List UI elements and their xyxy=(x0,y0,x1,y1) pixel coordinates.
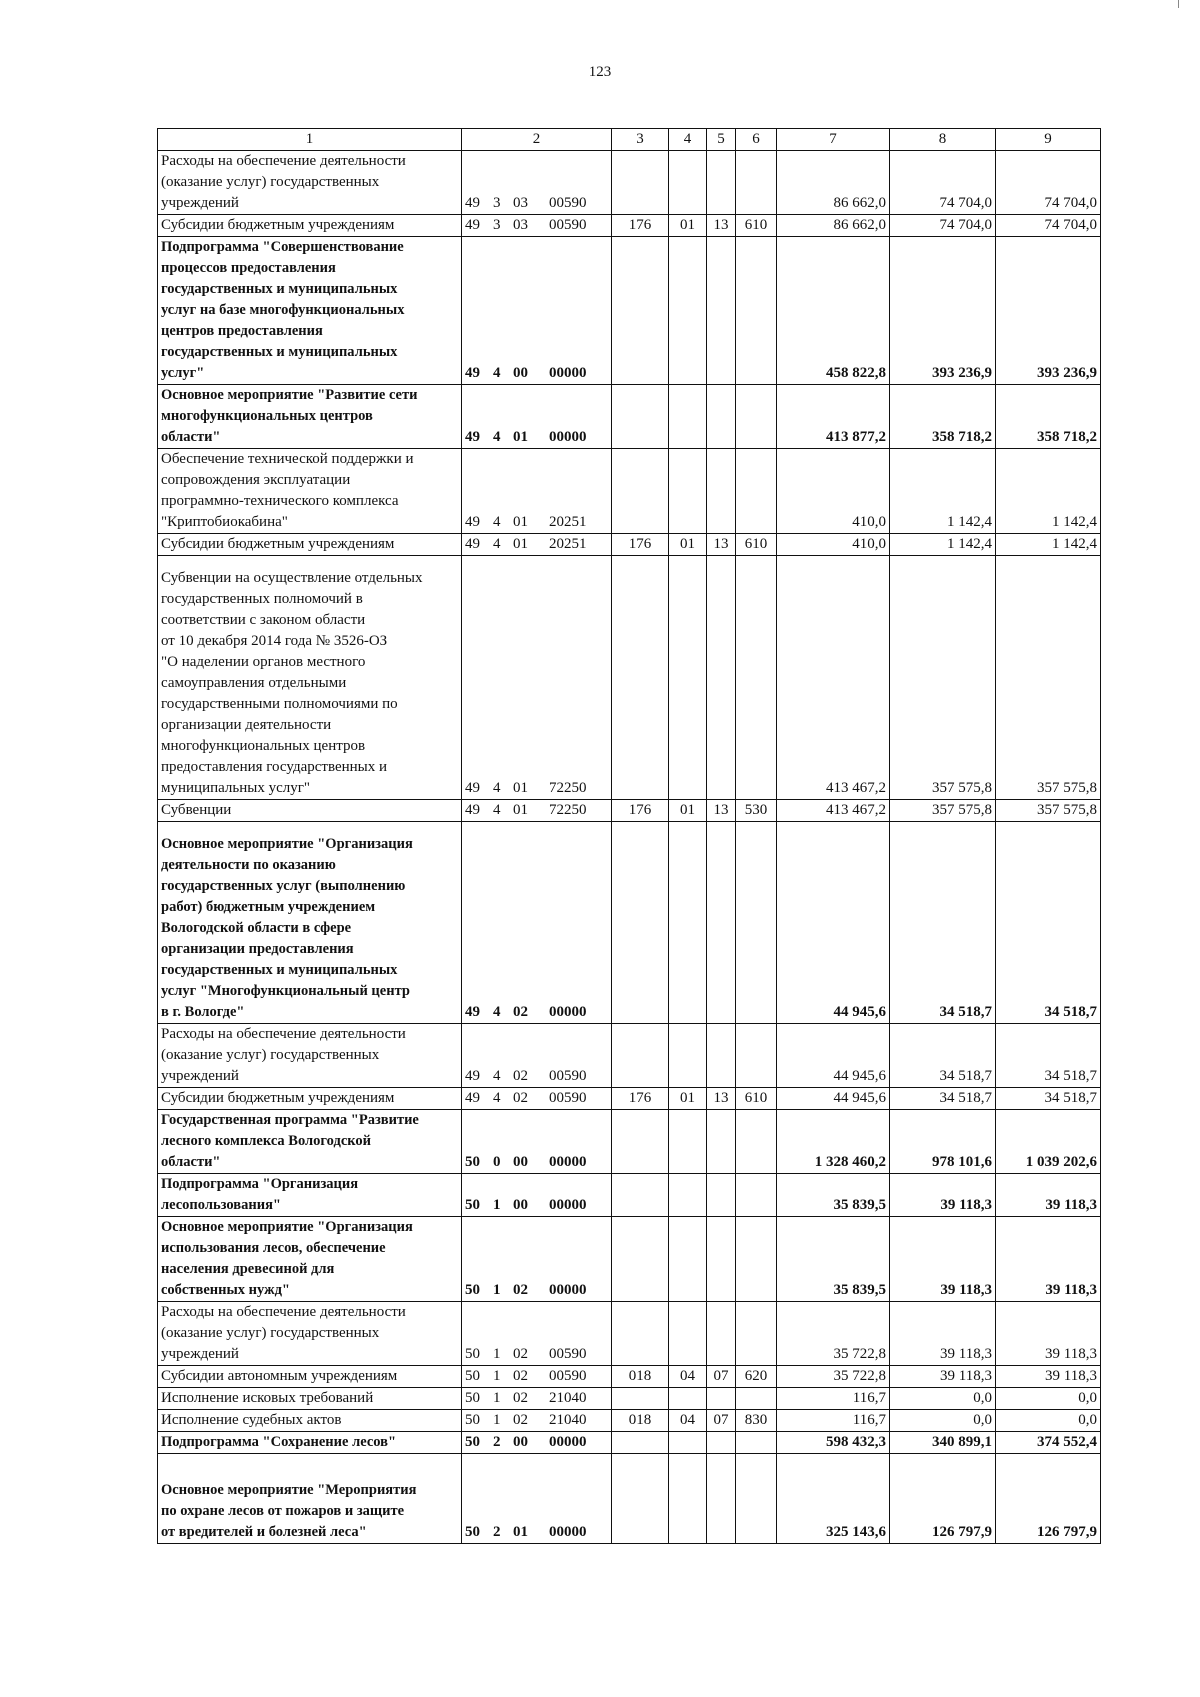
row-name: Основное мероприятие "Организация использования лесов, обеспечение населения древесиной для собственных нужд" xyxy=(158,1217,462,1302)
code-part: 02 xyxy=(513,1004,528,1020)
amount-cell: 74 704,0 xyxy=(890,151,996,215)
code-part: 01 xyxy=(513,429,528,445)
row-code xyxy=(462,151,612,215)
code-cell xyxy=(612,237,669,385)
code-part: 02 xyxy=(513,1068,528,1084)
amount-cell: 0,0 xyxy=(890,1410,996,1432)
code-cell xyxy=(669,1388,707,1410)
row-code xyxy=(462,534,612,556)
amount-cell: 358 718,2 xyxy=(890,385,996,449)
row-name: Подпрограмма "Организация лесопользования" xyxy=(158,1174,462,1217)
code-part: 1 xyxy=(493,1412,501,1428)
code-cell xyxy=(736,1454,777,1544)
code-part: 4 xyxy=(493,780,501,796)
row-name: Расходы на обеспечение деятельности (оказание услуг) государственных учреждений xyxy=(158,1302,462,1366)
amount-cell: 1 142,4 xyxy=(996,449,1101,534)
amount-cell: 413 467,2 xyxy=(777,556,890,800)
amount-cell: 34 518,7 xyxy=(996,822,1101,1024)
amount-cell: 39 118,3 xyxy=(890,1217,996,1302)
row-name: Субсидии бюджетным учреждениям xyxy=(158,215,462,237)
row-name: Обеспечение технической поддержки и сопровождения эксплуатации программно-технического комплекса "Криптобиокабина" xyxy=(158,449,462,534)
table-row xyxy=(158,800,1101,822)
code-cell xyxy=(707,1110,736,1174)
code-cell xyxy=(612,1432,669,1454)
row-code xyxy=(462,237,612,385)
amount-cell: 0,0 xyxy=(890,1388,996,1410)
code-part: 00590 xyxy=(549,195,587,211)
row-code xyxy=(462,1454,612,1544)
code-cell: 01 xyxy=(669,1088,707,1110)
amount-cell: 357 575,8 xyxy=(996,556,1101,800)
code-cell: 01 xyxy=(669,800,707,822)
amount-cell: 35 722,8 xyxy=(777,1302,890,1366)
code-cell: 610 xyxy=(736,215,777,237)
code-part: 49 xyxy=(465,1068,480,1084)
code-cell xyxy=(736,385,777,449)
code-cell xyxy=(669,1024,707,1088)
code-cell xyxy=(669,1174,707,1217)
table-row xyxy=(158,1454,1101,1544)
row-code xyxy=(462,1024,612,1088)
code-part: 2 xyxy=(493,1434,501,1450)
amount-cell: 978 101,6 xyxy=(890,1110,996,1174)
table-body xyxy=(158,151,1101,1544)
code-cell xyxy=(736,1217,777,1302)
code-part: 1 xyxy=(493,1368,501,1384)
code-part: 4 xyxy=(493,536,501,552)
code-cell xyxy=(612,449,669,534)
code-cell xyxy=(707,1174,736,1217)
code-cell xyxy=(707,822,736,1024)
code-part: 21040 xyxy=(549,1390,587,1406)
table-row xyxy=(158,1366,1101,1388)
code-part: 02 xyxy=(513,1368,528,1384)
code-part: 49 xyxy=(465,802,480,818)
amount-cell: 34 518,7 xyxy=(996,1088,1101,1110)
code-cell xyxy=(669,449,707,534)
amount-cell: 126 797,9 xyxy=(890,1454,996,1544)
header-cell: 1 xyxy=(158,129,462,151)
row-name: Исполнение исковых требований xyxy=(158,1388,462,1410)
code-part: 00000 xyxy=(549,1004,587,1020)
code-part: 4 xyxy=(493,802,501,818)
code-part: 50 xyxy=(465,1346,480,1362)
code-cell xyxy=(736,1110,777,1174)
table-row xyxy=(158,1410,1101,1432)
code-cell xyxy=(612,1388,669,1410)
code-part: 00000 xyxy=(549,365,587,381)
row-code xyxy=(462,1366,612,1388)
code-part: 50 xyxy=(465,1282,480,1298)
code-part: 49 xyxy=(465,514,480,530)
code-cell: 04 xyxy=(669,1410,707,1432)
row-name: Субсидии автономным учреждениям xyxy=(158,1366,462,1388)
code-part: 01 xyxy=(513,802,528,818)
code-cell xyxy=(612,556,669,800)
code-cell: 176 xyxy=(612,534,669,556)
amount-cell: 34 518,7 xyxy=(890,1088,996,1110)
code-part: 00 xyxy=(513,1154,528,1170)
code-part: 02 xyxy=(513,1282,528,1298)
code-part: 72250 xyxy=(549,780,587,796)
amount-cell: 39 118,3 xyxy=(890,1302,996,1366)
table-row xyxy=(158,1217,1101,1302)
amount-cell: 1 328 460,2 xyxy=(777,1110,890,1174)
row-name: Субвенции на осуществление отдельных государственных полномочий в соответствии с законом области от 10 декабря 2014 года № 3526-ОЗ "О наделении органов местного самоуправления отдельными государственными полномочиями по организации деятельности многофункциональных центров предоставления государственных и муниципальных услуг" xyxy=(158,556,462,800)
amount-cell: 34 518,7 xyxy=(890,822,996,1024)
code-part: 49 xyxy=(465,1090,480,1106)
code-part: 50 xyxy=(465,1154,480,1170)
code-cell xyxy=(707,556,736,800)
code-part: 50 xyxy=(465,1197,480,1213)
code-part: 00 xyxy=(513,1197,528,1213)
amount-cell: 39 118,3 xyxy=(996,1174,1101,1217)
code-part: 3 xyxy=(493,217,501,233)
row-code xyxy=(462,1088,612,1110)
table-row xyxy=(158,151,1101,215)
code-part: 00590 xyxy=(549,1346,587,1362)
code-part: 72250 xyxy=(549,802,587,818)
code-part: 03 xyxy=(513,217,528,233)
code-part: 00000 xyxy=(549,1197,587,1213)
code-cell xyxy=(707,449,736,534)
amount-cell: 1 039 202,6 xyxy=(996,1110,1101,1174)
amount-cell: 35 839,5 xyxy=(777,1217,890,1302)
table-row xyxy=(158,1088,1101,1110)
code-part: 00 xyxy=(513,365,528,381)
code-part: 0 xyxy=(493,1154,501,1170)
code-part: 1 xyxy=(493,1390,501,1406)
code-cell xyxy=(612,151,669,215)
code-cell xyxy=(707,385,736,449)
code-part: 00000 xyxy=(549,1434,587,1450)
row-name: Расходы на обеспечение деятельности (оказание услуг) государственных учреждений xyxy=(158,151,462,215)
amount-cell: 39 118,3 xyxy=(996,1217,1101,1302)
code-part: 00590 xyxy=(549,1090,587,1106)
amount-cell: 0,0 xyxy=(996,1410,1101,1432)
code-cell xyxy=(669,822,707,1024)
code-cell: 07 xyxy=(707,1366,736,1388)
amount-cell: 357 575,8 xyxy=(890,800,996,822)
code-part: 02 xyxy=(513,1412,528,1428)
code-part: 4 xyxy=(493,429,501,445)
table-row xyxy=(158,1302,1101,1366)
row-code xyxy=(462,215,612,237)
row-name: Исполнение судебных актов xyxy=(158,1410,462,1432)
table-row xyxy=(158,1024,1101,1088)
amount-cell: 74 704,0 xyxy=(996,215,1101,237)
code-cell: 620 xyxy=(736,1366,777,1388)
header-cell: 6 xyxy=(736,129,777,151)
row-code xyxy=(462,1410,612,1432)
code-part: 49 xyxy=(465,429,480,445)
code-part: 00000 xyxy=(549,1524,587,1540)
code-cell xyxy=(736,1432,777,1454)
amount-cell: 74 704,0 xyxy=(890,215,996,237)
code-cell xyxy=(612,1454,669,1544)
table-row xyxy=(158,822,1101,1024)
table-row xyxy=(158,215,1101,237)
header-cell: 9 xyxy=(996,129,1101,151)
code-cell: 07 xyxy=(707,1410,736,1432)
amount-cell: 413 877,2 xyxy=(777,385,890,449)
amount-cell: 74 704,0 xyxy=(996,151,1101,215)
amount-cell: 374 552,4 xyxy=(996,1432,1101,1454)
row-name: Государственная программа "Развитие лесного комплекса Вологодской области" xyxy=(158,1110,462,1174)
code-cell xyxy=(612,1110,669,1174)
row-name: Основное мероприятие "Мероприятия по охране лесов от пожаров и защите от вредителей и болезней леса" xyxy=(158,1454,462,1544)
code-part: 01 xyxy=(513,1524,528,1540)
amount-cell: 325 143,6 xyxy=(777,1454,890,1544)
row-name: Расходы на обеспечение деятельности (оказание услуг) государственных учреждений xyxy=(158,1024,462,1088)
row-name: Основное мероприятие "Организация деятельности по оказанию государственных услуг (выполнению работ) бюджетным учреждением Вологодской области в сфере организации предоставления государственных и муниципальных услуг "Многофункциональный центр в г. Вологде" xyxy=(158,822,462,1024)
code-cell: 530 xyxy=(736,800,777,822)
code-cell: 176 xyxy=(612,1088,669,1110)
code-part: 50 xyxy=(465,1434,480,1450)
amount-cell: 358 718,2 xyxy=(996,385,1101,449)
code-cell: 018 xyxy=(612,1366,669,1388)
code-part: 49 xyxy=(465,780,480,796)
table-row xyxy=(158,556,1101,800)
code-cell xyxy=(707,237,736,385)
amount-cell: 410,0 xyxy=(777,534,890,556)
amount-cell: 357 575,8 xyxy=(890,556,996,800)
row-name: Подпрограмма "Сохранение лесов" xyxy=(158,1432,462,1454)
amount-cell: 39 118,3 xyxy=(996,1302,1101,1366)
code-cell xyxy=(736,151,777,215)
code-part: 00590 xyxy=(549,217,587,233)
code-cell: 610 xyxy=(736,534,777,556)
code-cell: 13 xyxy=(707,215,736,237)
row-name: Подпрограмма "Совершенствование процессов предоставления государственных и муниципальных услуг на базе многофункциональных центров предоставления государственных и муниципальных услуг" xyxy=(158,237,462,385)
code-part: 4 xyxy=(493,1004,501,1020)
code-cell xyxy=(707,1454,736,1544)
amount-cell: 86 662,0 xyxy=(777,151,890,215)
code-part: 00000 xyxy=(549,1154,587,1170)
code-part: 00 xyxy=(513,1434,528,1450)
code-part: 50 xyxy=(465,1368,480,1384)
code-cell: 13 xyxy=(707,534,736,556)
amount-cell: 86 662,0 xyxy=(777,215,890,237)
amount-cell: 39 118,3 xyxy=(890,1366,996,1388)
code-cell xyxy=(669,151,707,215)
amount-cell: 44 945,6 xyxy=(777,822,890,1024)
code-part: 1 xyxy=(493,1197,501,1213)
code-cell xyxy=(736,1388,777,1410)
code-cell xyxy=(707,1388,736,1410)
row-code xyxy=(462,1432,612,1454)
code-cell xyxy=(612,1174,669,1217)
code-cell xyxy=(736,1024,777,1088)
code-cell: 176 xyxy=(612,215,669,237)
amount-cell: 598 432,3 xyxy=(777,1432,890,1454)
code-part: 50 xyxy=(465,1390,480,1406)
code-cell xyxy=(707,151,736,215)
code-part: 01 xyxy=(513,780,528,796)
code-part: 4 xyxy=(493,1090,501,1106)
header-cell: 3 xyxy=(612,129,669,151)
code-cell xyxy=(669,1110,707,1174)
amount-cell: 410,0 xyxy=(777,449,890,534)
code-cell: 176 xyxy=(612,800,669,822)
table-row xyxy=(158,1388,1101,1410)
code-part: 3 xyxy=(493,195,501,211)
code-part: 4 xyxy=(493,1068,501,1084)
code-cell xyxy=(669,237,707,385)
header-cell: 8 xyxy=(890,129,996,151)
code-part: 49 xyxy=(465,365,480,381)
code-cell: 13 xyxy=(707,1088,736,1110)
amount-cell: 34 518,7 xyxy=(996,1024,1101,1088)
row-code xyxy=(462,449,612,534)
code-cell xyxy=(612,822,669,1024)
row-code xyxy=(462,1174,612,1217)
code-cell: 01 xyxy=(669,534,707,556)
header-cell: 5 xyxy=(707,129,736,151)
code-part: 02 xyxy=(513,1390,528,1406)
code-part: 50 xyxy=(465,1412,480,1428)
amount-cell: 126 797,9 xyxy=(996,1454,1101,1544)
header-cell: 7 xyxy=(777,129,890,151)
amount-cell: 0,0 xyxy=(996,1388,1101,1410)
amount-cell: 35 839,5 xyxy=(777,1174,890,1217)
code-cell: 04 xyxy=(669,1366,707,1388)
table-row xyxy=(158,449,1101,534)
code-cell xyxy=(669,1302,707,1366)
amount-cell: 357 575,8 xyxy=(996,800,1101,822)
scan-mark xyxy=(1178,0,1179,8)
code-cell xyxy=(736,822,777,1024)
row-code xyxy=(462,1302,612,1366)
amount-cell: 44 945,6 xyxy=(777,1088,890,1110)
code-cell xyxy=(612,1217,669,1302)
amount-cell: 44 945,6 xyxy=(777,1024,890,1088)
amount-cell: 458 822,8 xyxy=(777,237,890,385)
row-code xyxy=(462,822,612,1024)
code-part: 20251 xyxy=(549,514,587,530)
code-cell: 01 xyxy=(669,215,707,237)
row-name: Субсидии бюджетным учреждениям xyxy=(158,1088,462,1110)
amount-cell: 413 467,2 xyxy=(777,800,890,822)
code-cell xyxy=(612,1024,669,1088)
code-cell: 830 xyxy=(736,1410,777,1432)
code-cell xyxy=(669,1454,707,1544)
code-cell xyxy=(736,556,777,800)
code-part: 49 xyxy=(465,1004,480,1020)
amount-cell: 1 142,4 xyxy=(890,534,996,556)
code-part: 50 xyxy=(465,1524,480,1540)
header-cell: 2 xyxy=(462,129,612,151)
amount-cell: 39 118,3 xyxy=(890,1174,996,1217)
row-code xyxy=(462,1110,612,1174)
code-cell xyxy=(707,1024,736,1088)
table-row xyxy=(158,237,1101,385)
code-part: 49 xyxy=(465,195,480,211)
code-cell xyxy=(736,237,777,385)
table-row xyxy=(158,1432,1101,1454)
code-part: 01 xyxy=(513,514,528,530)
code-cell xyxy=(669,1432,707,1454)
amount-cell: 34 518,7 xyxy=(890,1024,996,1088)
code-cell xyxy=(669,556,707,800)
code-cell xyxy=(736,1302,777,1366)
amount-cell: 340 899,1 xyxy=(890,1432,996,1454)
amount-cell: 393 236,9 xyxy=(996,237,1101,385)
page-number: 123 xyxy=(588,64,612,80)
row-name: Субсидии бюджетным учреждениям xyxy=(158,534,462,556)
code-part: 03 xyxy=(513,195,528,211)
code-cell xyxy=(736,449,777,534)
code-cell xyxy=(612,1302,669,1366)
code-part: 49 xyxy=(465,217,480,233)
code-cell xyxy=(736,1174,777,1217)
table-row xyxy=(158,1110,1101,1174)
code-part: 49 xyxy=(465,536,480,552)
row-code xyxy=(462,1217,612,1302)
row-code xyxy=(462,556,612,800)
code-cell: 610 xyxy=(736,1088,777,1110)
amount-cell: 35 722,8 xyxy=(777,1366,890,1388)
row-name: Основное мероприятие "Развитие сети многофункциональных центров области" xyxy=(158,385,462,449)
code-cell xyxy=(707,1217,736,1302)
code-part: 02 xyxy=(513,1346,528,1362)
code-part: 2 xyxy=(493,1524,501,1540)
amount-cell: 393 236,9 xyxy=(890,237,996,385)
header-cell: 4 xyxy=(669,129,707,151)
code-cell xyxy=(669,1217,707,1302)
amount-cell: 1 142,4 xyxy=(996,534,1101,556)
code-part: 00590 xyxy=(549,1068,587,1084)
code-part: 00000 xyxy=(549,1282,587,1298)
code-cell: 018 xyxy=(612,1410,669,1432)
code-part: 02 xyxy=(513,1090,528,1106)
code-part: 1 xyxy=(493,1346,501,1362)
code-cell xyxy=(612,385,669,449)
header-row xyxy=(158,129,1101,151)
row-code xyxy=(462,1388,612,1410)
code-part: 00590 xyxy=(549,1368,587,1384)
row-name: Субвенции xyxy=(158,800,462,822)
table-row xyxy=(158,1174,1101,1217)
amount-cell: 39 118,3 xyxy=(996,1366,1101,1388)
code-part: 4 xyxy=(493,514,501,530)
budget-table xyxy=(157,128,1101,1544)
code-part: 01 xyxy=(513,536,528,552)
code-part: 20251 xyxy=(549,536,587,552)
row-code xyxy=(462,800,612,822)
table-row xyxy=(158,385,1101,449)
code-part: 21040 xyxy=(549,1412,587,1428)
code-part: 00000 xyxy=(549,429,587,445)
code-cell xyxy=(707,1432,736,1454)
code-cell xyxy=(707,1302,736,1366)
amount-cell: 116,7 xyxy=(777,1388,890,1410)
row-code xyxy=(462,385,612,449)
amount-cell: 116,7 xyxy=(777,1410,890,1432)
code-cell: 13 xyxy=(707,800,736,822)
code-part: 1 xyxy=(493,1282,501,1298)
table-row xyxy=(158,534,1101,556)
amount-cell: 1 142,4 xyxy=(890,449,996,534)
code-part: 4 xyxy=(493,365,501,381)
code-cell xyxy=(669,385,707,449)
